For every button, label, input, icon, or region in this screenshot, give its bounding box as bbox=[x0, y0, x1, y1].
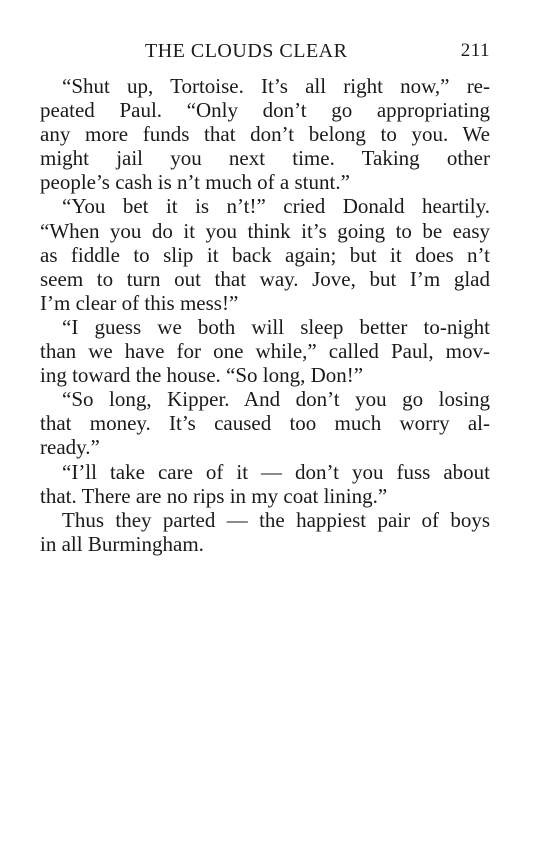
body-text bbox=[40, 74, 490, 556]
text-line: ing toward the house. “So long, Don!” bbox=[40, 363, 364, 388]
running-title: THE CLOUDS CLEAR bbox=[145, 40, 348, 62]
text-line: “You bet it is n’t!” cried Donald heartily. bbox=[62, 194, 490, 219]
text-line: any more funds that don’t belong to you. We bbox=[40, 122, 490, 147]
text-line: I’m clear of this mess!” bbox=[40, 290, 239, 315]
text-line: ready.” bbox=[40, 435, 100, 460]
text-line: seem to turn out that way. Jove, but I’m glad bbox=[40, 266, 490, 291]
page-number: 211 bbox=[460, 40, 490, 61]
text-line: people’s cash is n’t much of a stunt.” bbox=[40, 170, 350, 195]
text-line: “So long, Kipper. And don’t you go losing bbox=[62, 387, 490, 412]
text-line: “When you do it you think it’s going to be easy bbox=[40, 218, 490, 243]
text-line: in all Burmingham. bbox=[40, 531, 204, 556]
text-line: peated Paul. “Only don’t go appropriating bbox=[40, 98, 490, 123]
text-line: Thus they parted — the happiest pair of boys bbox=[62, 507, 490, 532]
text-line: “I guess we both will sleep better to-night bbox=[62, 314, 490, 339]
text-line: that. There are no rips in my coat lining.” bbox=[40, 483, 388, 508]
text-line: “Shut up, Tortoise. It’s all right now,” re- bbox=[62, 74, 490, 98]
text-line: that money. It’s caused too much worry al- bbox=[40, 411, 490, 436]
text-line: might jail you next time. Taking other bbox=[40, 146, 490, 171]
text-line: than we have for one while,” called Paul, mov- bbox=[40, 339, 490, 364]
running-head bbox=[40, 40, 490, 66]
text-line: as fiddle to slip it back again; but it does n’t bbox=[40, 242, 490, 267]
text-line: “I’ll take care of it — don’t you fuss about bbox=[62, 459, 490, 484]
